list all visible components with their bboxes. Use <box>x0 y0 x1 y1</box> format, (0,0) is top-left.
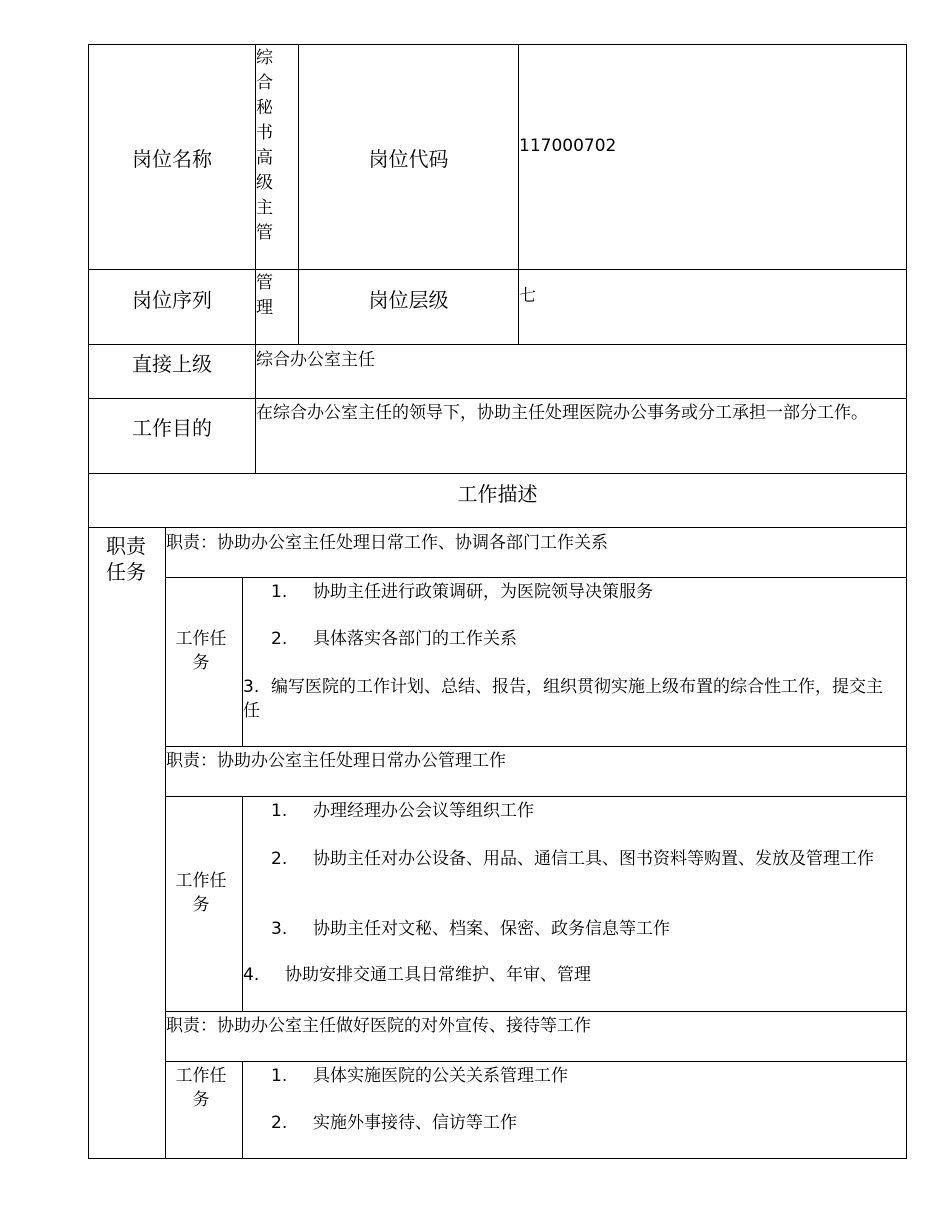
task-number: 1. <box>271 1066 288 1086</box>
task-number: 1. <box>271 801 288 821</box>
task-text: 协助主任对文秘、档案、保密、政务信息等工作 <box>313 919 670 939</box>
level-value: 七 <box>519 286 536 306</box>
duty-3-task-1 <box>271 1064 568 1088</box>
task-text: 具体实施医院的公关关系管理工作 <box>313 1066 568 1086</box>
duty-2-task-3 <box>271 917 670 941</box>
sequence-label: 岗位序列 <box>132 288 212 312</box>
duty-1-task-label: 工作任务 <box>175 629 227 673</box>
post-code-value: 117000702 <box>519 136 617 156</box>
duty-1-title: 职责：协助办公室主任处理日常工作、协调各部门工作关系 <box>166 533 608 553</box>
post-name-label: 岗位名称 <box>132 146 212 171</box>
duty-1-task-1 <box>271 580 653 604</box>
task-number: 1. <box>271 582 288 602</box>
duty-1-task-3 <box>243 675 883 723</box>
task-text: 实施外事接待、信访等工作 <box>313 1113 517 1133</box>
task-number: 2. <box>271 629 288 649</box>
purpose-label: 工作目的 <box>132 416 212 440</box>
work-description-title: 工作描述 <box>457 482 538 506</box>
task-text: 协助主任进行政策调研，为医院领导决策服务 <box>313 582 653 602</box>
sequence-value: 管理 <box>256 273 273 318</box>
duty-1-task-2 <box>271 627 517 651</box>
task-number: 3. <box>271 919 288 939</box>
duty-2-title: 职责：协助办公室主任处理日常办公管理工作 <box>166 751 506 771</box>
superior-value: 综合办公室主任 <box>256 350 375 370</box>
task-number: 2. <box>271 1113 288 1133</box>
task-text: 编写医院的工作计划、总结、报告，组织贯彻实施上级布置的综合性工作，提交主任 <box>243 677 883 721</box>
task-text: 协助安排交通工具日常维护、年审、管理 <box>285 965 591 985</box>
task-text: 办理经理办公会议等组织工作 <box>313 801 534 821</box>
post-code-label: 岗位代码 <box>368 146 449 171</box>
task-text: 具体落实各部门的工作关系 <box>313 629 517 649</box>
superior-label: 直接上级 <box>132 352 212 376</box>
duty-2-task-1 <box>271 799 534 823</box>
task-number: 3. <box>243 677 260 697</box>
duty-3-title: 职责：协助办公室主任做好医院的对外宣传、接待等工作 <box>166 1016 591 1036</box>
duty-3-task-2 <box>271 1111 517 1135</box>
post-name-value: 综合秘书高级主管 <box>256 48 273 243</box>
purpose-value: 在综合办公室主任的领导下，协助主任处理医院办公事务或分工承担一部分工作。 <box>256 403 868 423</box>
duty-3-task-label: 工作任务 <box>175 1066 227 1110</box>
duty-2-task-4 <box>243 963 591 987</box>
duty-2-task-label: 工作任务 <box>175 871 227 915</box>
level-label: 岗位层级 <box>368 288 449 312</box>
duty-column-label: 职责任务 <box>106 534 146 584</box>
task-number: 2. <box>271 849 288 869</box>
duty-2-task-2 <box>271 847 903 871</box>
task-number: 4. <box>243 965 260 985</box>
task-text: 协助主任对办公设备、用品、通信工具、图书资料等购置、发放及管理工作 <box>313 849 874 869</box>
